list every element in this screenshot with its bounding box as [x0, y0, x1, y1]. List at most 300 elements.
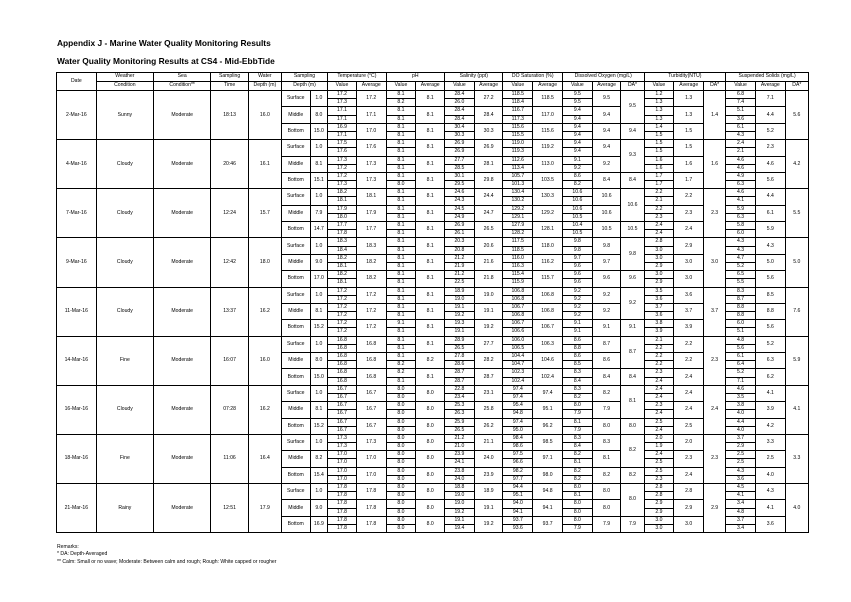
turbidity-da: 2.4 [704, 385, 726, 434]
suspended-solids-da: 3.3 [785, 434, 808, 483]
suspended-solids-average: 8.5 [755, 287, 785, 303]
temperature-value: 17.0 [328, 459, 357, 467]
salinity-value: 26.5 [445, 344, 475, 352]
ph-value: 8.1 [386, 148, 416, 156]
dissolved-oxygen-da: 8.1 [621, 385, 644, 418]
table-row [57, 287, 809, 295]
temperature-value: 17.1 [328, 107, 357, 115]
turbidity-average: 1.3 [674, 107, 704, 123]
temperature-value: 18.3 [328, 238, 357, 246]
do-saturation-value: 95.4 [503, 402, 533, 410]
dissolved-oxygen-average: 9.7 [592, 254, 621, 270]
header-time-sub: Time [211, 82, 248, 91]
turbidity-value: 2.9 [644, 508, 674, 516]
temperature-value: 17.3 [328, 443, 357, 451]
sampling-depth-cell: 8.1 [310, 156, 328, 172]
do-saturation-value: 105.7 [503, 172, 533, 180]
ph-average: 8.1 [416, 303, 445, 319]
ph-value: 8.1 [386, 115, 416, 123]
ph-value: 8.0 [386, 385, 416, 393]
salinity-average: 27.2 [474, 91, 503, 107]
header-sampling-depth: Sampling [281, 73, 327, 82]
do-saturation-value: 128.2 [503, 230, 533, 238]
turbidity-average: 1.7 [674, 172, 704, 188]
do-saturation-value: 104.4 [503, 353, 533, 361]
sampling-depth-cell: 1.0 [310, 336, 328, 352]
salinity-value: 24.5 [445, 205, 475, 213]
do-saturation-value: 106.5 [503, 344, 533, 352]
ph-value: 8.1 [386, 164, 416, 172]
sampling-depth-cell: 17.0 [310, 271, 328, 287]
ph-average: 8.2 [416, 353, 445, 369]
temperature-average: 17.8 [356, 516, 386, 532]
sampling-depth-cell: 8.0 [310, 353, 328, 369]
suspended-solids-average: 3.3 [755, 434, 785, 450]
ph-average: 8.1 [416, 189, 445, 205]
dissolved-oxygen-average: 10.6 [592, 189, 621, 205]
dissolved-oxygen-value: 9.1 [562, 320, 592, 328]
turbidity-average: 2.4 [674, 369, 704, 385]
suspended-solids-value: 8.3 [726, 287, 756, 295]
sampling-time-cell: 13:37 [211, 287, 248, 336]
temperature-value: 17.3 [328, 99, 357, 107]
suspended-solids-value: 6.0 [726, 320, 756, 328]
temperature-average: 17.8 [356, 484, 386, 500]
temperature-value: 18.2 [328, 271, 357, 279]
suspended-solids-value: 4.1 [726, 197, 756, 205]
sampling-level-cell: Bottom [281, 418, 310, 434]
turbidity-value: 1.3 [644, 99, 674, 107]
do-saturation-average: 115.7 [533, 271, 563, 287]
ph-value: 8.1 [386, 271, 416, 279]
dissolved-oxygen-average: 7.9 [592, 402, 621, 418]
salinity-value: 25.3 [445, 402, 475, 410]
do-saturation-value: 106.8 [503, 287, 533, 295]
temperature-value: 18.1 [328, 197, 357, 205]
table-body [57, 91, 809, 533]
salinity-value: 22.8 [445, 385, 475, 393]
temperature-value: 17.2 [328, 91, 357, 99]
dissolved-oxygen-value: 9.4 [562, 123, 592, 131]
date-cell: 9-Mar-16 [57, 238, 97, 287]
temperature-average: 17.3 [356, 156, 386, 172]
water-depth-cell: 17.9 [248, 484, 281, 533]
water-depth-cell: 16.2 [248, 287, 281, 336]
do-saturation-average: 117.0 [533, 107, 563, 123]
dissolved-oxygen-value: 8.0 [562, 402, 592, 410]
turbidity-value: 2.4 [644, 426, 674, 434]
sampling-depth-cell: 8.2 [310, 451, 328, 467]
salinity-average: 28.7 [474, 369, 503, 385]
sea-condition-cell: Moderate [154, 140, 211, 189]
suspended-solids-average: 4.3 [755, 238, 785, 254]
do-saturation-value: 98.6 [503, 443, 533, 451]
do-saturation-average: 96.2 [533, 418, 563, 434]
dissolved-oxygen-value: 9.4 [562, 140, 592, 148]
dissolved-oxygen-da: 8.2 [621, 434, 644, 467]
sampling-level-cell: Bottom [281, 320, 310, 336]
sampling-level-cell: Middle [281, 353, 310, 369]
header-sea: Sea [154, 73, 211, 82]
sampling-level-cell: Bottom [281, 123, 310, 139]
dissolved-oxygen-value: 10.5 [562, 213, 592, 221]
suspended-solids-value: 3.4 [726, 524, 756, 532]
ph-value: 8.1 [386, 336, 416, 344]
do-saturation-value: 116.3 [503, 262, 533, 270]
header-da: DA* [785, 82, 808, 91]
suspended-solids-value: 7.4 [726, 99, 756, 107]
header-value: Value [562, 82, 592, 91]
salinity-value: 19.0 [445, 500, 475, 508]
temperature-value: 17.8 [328, 484, 357, 492]
do-saturation-average: 95.1 [533, 402, 563, 418]
temperature-value: 18.1 [328, 279, 357, 287]
ph-value: 8.1 [386, 205, 416, 213]
suspended-solids-da: 5.5 [785, 189, 808, 238]
turbidity-average: 3.0 [674, 516, 704, 532]
remarks-title: Remarks: [57, 544, 79, 550]
header-turbidity: Turbidity(NTU) [644, 73, 726, 82]
do-saturation-value: 97.7 [503, 475, 533, 483]
table-row [57, 434, 809, 442]
ph-average: 8.1 [416, 336, 445, 352]
dissolved-oxygen-value: 9.8 [562, 246, 592, 254]
turbidity-average: 2.9 [674, 238, 704, 254]
suspended-solids-average: 5.9 [755, 222, 785, 238]
temperature-value: 17.2 [328, 172, 357, 180]
water-depth-cell: 18.0 [248, 238, 281, 287]
temperature-value: 18.2 [328, 189, 357, 197]
turbidity-value: 2.2 [644, 205, 674, 213]
sampling-level-cell: Bottom [281, 222, 310, 238]
sampling-level-cell: Middle [281, 156, 310, 172]
header-value: Value [445, 82, 475, 91]
turbidity-value: 2.1 [644, 336, 674, 344]
ph-average: 8.0 [416, 500, 445, 516]
salinity-average: 30.3 [474, 123, 503, 139]
salinity-value: 26.5 [445, 426, 475, 434]
sea-condition-cell: Moderate [154, 91, 211, 140]
ph-average: 8.1 [416, 91, 445, 107]
suspended-solids-average: 4.6 [755, 156, 785, 172]
dissolved-oxygen-da-bottom: 8.2 [621, 467, 644, 483]
temperature-value: 17.8 [328, 500, 357, 508]
turbidity-da: 2.9 [704, 484, 726, 533]
salinity-average: 21.1 [474, 434, 503, 450]
turbidity-value: 1.4 [644, 123, 674, 131]
dissolved-oxygen-da-bottom: 7.9 [621, 516, 644, 532]
header-average: Average [755, 82, 785, 91]
suspended-solids-average: 3.9 [755, 402, 785, 418]
temperature-value: 18.0 [328, 213, 357, 221]
weather-cell: Cloudy [96, 385, 153, 434]
dissolved-oxygen-value: 8.1 [562, 418, 592, 426]
turbidity-value: 2.2 [644, 353, 674, 361]
header-value: Value [386, 82, 416, 91]
weather-cell: Fine [96, 336, 153, 385]
temperature-average: 18.2 [356, 254, 386, 270]
sampling-depth-cell: 15.2 [310, 320, 328, 336]
header-weather-sub: Condition [96, 82, 153, 91]
salinity-average: 19.1 [474, 500, 503, 516]
ph-value: 8.1 [386, 353, 416, 361]
turbidity-value: 2.0 [644, 434, 674, 442]
suspended-solids-value: 2.5 [726, 459, 756, 467]
temperature-value: 17.8 [328, 524, 357, 532]
turbidity-value: 3.5 [644, 287, 674, 295]
header-do-saturation: DO Saturation (%) [503, 73, 563, 82]
dissolved-oxygen-average: 9.4 [592, 123, 621, 139]
turbidity-value: 1.5 [644, 148, 674, 156]
temperature-average: 17.2 [356, 287, 386, 303]
ph-value: 8.2 [386, 99, 416, 107]
sampling-depth-cell: 8.1 [310, 303, 328, 319]
turbidity-average: 1.5 [674, 123, 704, 139]
ph-average: 8.0 [416, 484, 445, 500]
suspended-solids-value: 8.8 [726, 312, 756, 320]
salinity-value: 21.0 [445, 443, 475, 451]
header-sampling-depth-sub: Depth (m) [281, 82, 327, 91]
header-value: Value [726, 82, 756, 91]
turbidity-value: 1.3 [644, 115, 674, 123]
suspended-solids-average: 4.1 [755, 385, 785, 401]
suspended-solids-value: 4.8 [726, 508, 756, 516]
do-saturation-average: 130.3 [533, 189, 563, 205]
dissolved-oxygen-value: 8.5 [562, 361, 592, 369]
dissolved-oxygen-average: 8.0 [592, 500, 621, 516]
sampling-depth-cell: 1.0 [310, 91, 328, 107]
dissolved-oxygen-value: 8.1 [562, 492, 592, 500]
salinity-value: 18.9 [445, 287, 475, 295]
dissolved-oxygen-value: 9.1 [562, 328, 592, 336]
suspended-solids-average: 4.0 [755, 467, 785, 483]
ph-value: 8.0 [386, 443, 416, 451]
ph-value: 8.0 [386, 484, 416, 492]
salinity-average: 24.4 [474, 189, 503, 205]
ph-value: 8.1 [386, 303, 416, 311]
suspended-solids-average: 5.0 [755, 254, 785, 270]
turbidity-value: 2.4 [644, 451, 674, 459]
salinity-value: 24.0 [445, 475, 475, 483]
do-saturation-value: 102.3 [503, 369, 533, 377]
ph-average: 8.0 [416, 516, 445, 532]
suspended-solids-value: 3.7 [726, 516, 756, 524]
sampling-time-cell: 07:28 [211, 385, 248, 434]
suspended-solids-value: 2.4 [726, 140, 756, 148]
do-saturation-value: 94.4 [503, 484, 533, 492]
do-saturation-value: 117.5 [503, 238, 533, 246]
turbidity-average: 3.6 [674, 287, 704, 303]
do-saturation-value: 106.8 [503, 312, 533, 320]
sampling-depth-cell: 1.0 [310, 434, 328, 450]
temperature-average: 18.2 [356, 271, 386, 287]
do-saturation-average: 128.1 [533, 222, 563, 238]
sampling-depth-cell: 1.0 [310, 287, 328, 303]
ph-average: 8.0 [416, 385, 445, 401]
sampling-level-cell: Surface [281, 189, 310, 205]
suspended-solids-da: 4.2 [785, 140, 808, 189]
suspended-solids-value: 8.8 [726, 303, 756, 311]
temperature-value: 17.2 [328, 312, 357, 320]
salinity-average: 21.8 [474, 271, 503, 287]
sampling-level-cell: Surface [281, 336, 310, 352]
do-saturation-value: 101.3 [503, 181, 533, 189]
sampling-level-cell: Middle [281, 107, 310, 123]
do-saturation-value: 95.0 [503, 426, 533, 434]
ph-value: 8.1 [386, 279, 416, 287]
suspended-solids-value: 6.5 [726, 271, 756, 279]
suspended-solids-value: 6.0 [726, 230, 756, 238]
sampling-level-cell: Bottom [281, 172, 310, 188]
header-weather: Weather [96, 73, 153, 82]
header-sea-sub: Condition** [154, 82, 211, 91]
suspended-solids-value: 2.1 [726, 148, 756, 156]
suspended-solids-value: 3.4 [726, 500, 756, 508]
do-saturation-value: 118.5 [503, 91, 533, 99]
dissolved-oxygen-da-bottom: 8.0 [621, 418, 644, 434]
salinity-value: 23.4 [445, 393, 475, 401]
table-row [57, 91, 809, 99]
suspended-solids-average: 5.2 [755, 123, 785, 139]
temperature-average: 16.8 [356, 336, 386, 352]
suspended-solids-value: 6.4 [726, 361, 756, 369]
do-saturation-value: 130.4 [503, 189, 533, 197]
ph-value: 8.0 [386, 475, 416, 483]
dissolved-oxygen-value: 9.2 [562, 295, 592, 303]
do-saturation-value: 129.2 [503, 205, 533, 213]
salinity-average: 28.2 [474, 353, 503, 369]
do-saturation-average: 94.1 [533, 500, 563, 516]
turbidity-value: 2.4 [644, 230, 674, 238]
suspended-solids-average: 5.6 [755, 172, 785, 188]
do-saturation-value: 119.3 [503, 148, 533, 156]
remarks-sea-note: ** Calm: Small or no wave; Moderate: Between calm and rough; Rough: White capped or rougher [57, 558, 277, 565]
turbidity-average: 1.3 [674, 91, 704, 107]
turbidity-da: 2.3 [704, 336, 726, 385]
temperature-average: 18.1 [356, 189, 386, 205]
suspended-solids-value: 4.0 [726, 426, 756, 434]
do-saturation-average: 97.4 [533, 385, 563, 401]
suspended-solids-average: 4.3 [755, 484, 785, 500]
turbidity-value: 3.0 [644, 254, 674, 262]
water-depth-cell: 15.7 [248, 189, 281, 238]
turbidity-value: 3.6 [644, 295, 674, 303]
temperature-value: 16.7 [328, 393, 357, 401]
turbidity-average: 1.6 [674, 156, 704, 172]
dissolved-oxygen-value: 9.4 [562, 131, 592, 139]
turbidity-value: 3.8 [644, 320, 674, 328]
do-saturation-value: 97.4 [503, 393, 533, 401]
temperature-average: 16.7 [356, 385, 386, 401]
dissolved-oxygen-average: 9.4 [592, 107, 621, 123]
dissolved-oxygen-average: 8.0 [592, 484, 621, 500]
dissolved-oxygen-value: 8.8 [562, 344, 592, 352]
temperature-value: 17.2 [328, 320, 357, 328]
suspended-solids-average: 4.1 [755, 500, 785, 516]
weather-cell: Cloudy [96, 140, 153, 189]
do-saturation-value: 115.9 [503, 279, 533, 287]
turbidity-value: 3.0 [644, 524, 674, 532]
sampling-level-cell: Surface [281, 238, 310, 254]
weather-cell: Sunny [96, 91, 153, 140]
temperature-average: 17.0 [356, 467, 386, 483]
ph-value: 8.1 [386, 131, 416, 139]
do-saturation-value: 93.6 [503, 524, 533, 532]
suspended-solids-value: 6.1 [726, 353, 756, 361]
header-dissolved-oxygen: Dissolved Oxygen (mg/L) [562, 73, 644, 82]
suspended-solids-average: 5.6 [755, 271, 785, 287]
dissolved-oxygen-value: 8.0 [562, 516, 592, 524]
turbidity-da: 1.4 [704, 91, 726, 140]
turbidity-value: 2.3 [644, 369, 674, 377]
salinity-value: 28.7 [445, 369, 475, 377]
turbidity-value: 2.4 [644, 385, 674, 393]
do-saturation-average: 106.3 [533, 336, 563, 352]
sampling-level-cell: Middle [281, 402, 310, 418]
date-cell: 18-Mar-16 [57, 434, 97, 483]
table-row [57, 140, 809, 148]
header-value: Value [644, 82, 674, 91]
ph-average: 8.0 [416, 451, 445, 467]
temperature-value: 17.1 [328, 115, 357, 123]
suspended-solids-value: 6.8 [726, 91, 756, 99]
dissolved-oxygen-value: 9.4 [562, 148, 592, 156]
turbidity-value: 3.0 [644, 516, 674, 524]
temperature-value: 17.5 [328, 140, 357, 148]
ph-value: 8.1 [386, 230, 416, 238]
suspended-solids-da: 5.0 [785, 238, 808, 287]
ph-average: 8.0 [416, 402, 445, 418]
turbidity-value: 2.8 [644, 484, 674, 492]
salinity-value: 28.6 [445, 361, 475, 369]
salinity-value: 28.7 [445, 377, 475, 385]
do-saturation-value: 118.4 [503, 99, 533, 107]
ph-value: 8.0 [386, 524, 416, 532]
salinity-value: 18.8 [445, 484, 475, 492]
turbidity-value: 2.2 [644, 361, 674, 369]
dissolved-oxygen-average: 8.0 [592, 418, 621, 434]
sampling-depth-cell: 1.0 [310, 238, 328, 254]
do-saturation-average: 94.8 [533, 484, 563, 500]
dissolved-oxygen-value: 8.6 [562, 336, 592, 344]
table-subtitle: Water Quality Monitoring Results at CS4 - Mid-EbbTide [57, 56, 275, 66]
suspended-solids-da: 7.6 [785, 287, 808, 336]
sampling-level-cell: Surface [281, 140, 310, 156]
turbidity-average: 2.2 [674, 353, 704, 369]
dissolved-oxygen-value: 7.9 [562, 524, 592, 532]
temperature-average: 17.6 [356, 140, 386, 156]
dissolved-oxygen-average: 8.2 [592, 467, 621, 483]
suspended-solids-da: 5.6 [785, 91, 808, 140]
temperature-value: 16.7 [328, 402, 357, 410]
table-row [57, 238, 809, 246]
dissolved-oxygen-value: 10.5 [562, 230, 592, 238]
sampling-depth-cell: 7.9 [310, 205, 328, 221]
salinity-value: 26.9 [445, 148, 475, 156]
suspended-solids-value: 4.6 [726, 156, 756, 164]
do-saturation-value: 95.1 [503, 492, 533, 500]
do-saturation-value: 119.0 [503, 140, 533, 148]
suspended-solids-value: 6.3 [726, 181, 756, 189]
temperature-average: 17.1 [356, 107, 386, 123]
sampling-depth-cell: 1.0 [310, 385, 328, 401]
salinity-value: 28.4 [445, 91, 475, 99]
suspended-solids-average: 5.2 [755, 336, 785, 352]
header-ph: pH [386, 73, 444, 82]
salinity-value: 30.1 [445, 172, 475, 180]
temperature-value: 16.9 [328, 123, 357, 131]
temperature-value: 17.0 [328, 475, 357, 483]
